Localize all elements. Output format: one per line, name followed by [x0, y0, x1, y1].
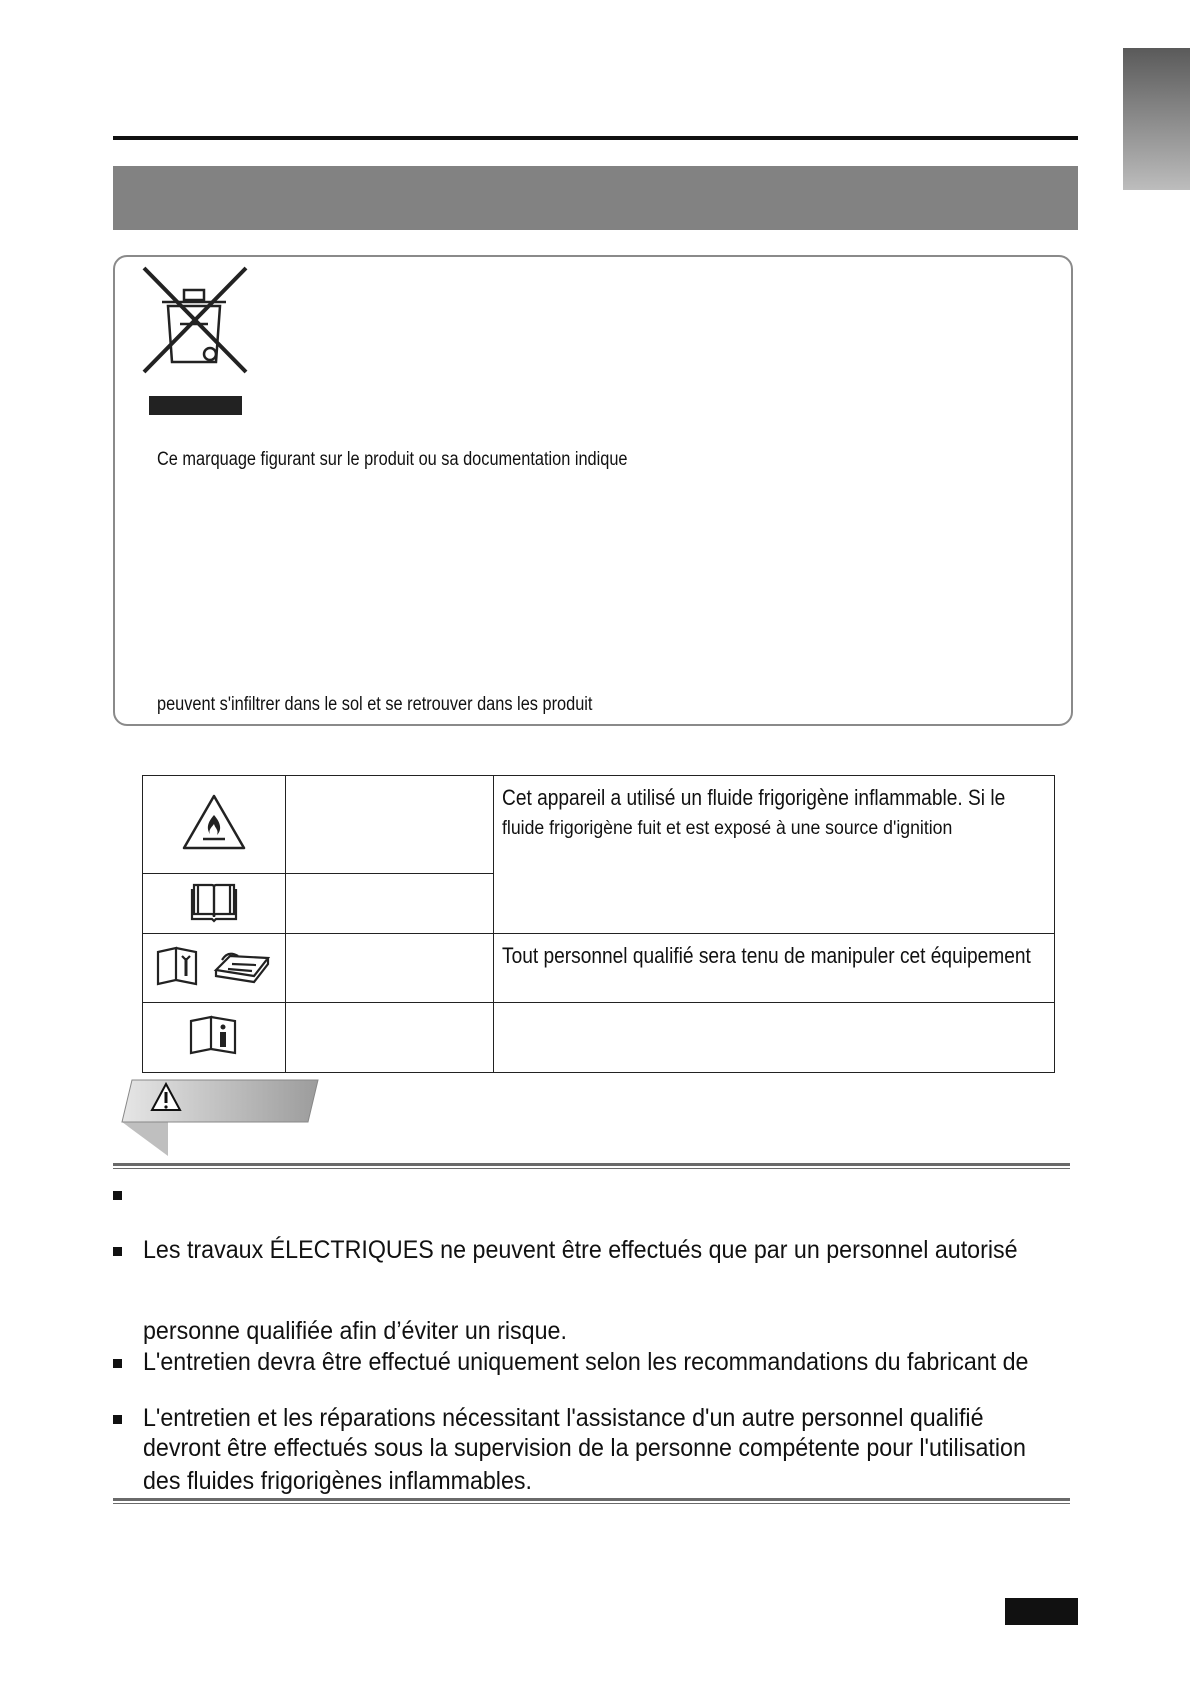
flammable-desc-line1: Cet appareil a utilisé un fluide frigorigène inflammable. Si le [502, 785, 1006, 810]
warning-repair-text-line1: L'entretien et les réparations nécessitant l'assistance d'un autre personnel qualifié [143, 1404, 984, 1432]
information-manual-icon [189, 1015, 239, 1055]
table-row [143, 1003, 1055, 1073]
weee-text-line2: peuvent s'infiltrer dans le sol et se retrouver dans les produit [157, 694, 593, 715]
service-manual-icons [156, 946, 272, 986]
weee-notice-box [113, 255, 1073, 726]
description-cell [494, 776, 1055, 934]
bullet-marker [113, 1359, 122, 1368]
section-title-band [113, 166, 1078, 230]
bullet-marker [113, 1247, 122, 1256]
crossed-bin-icon [138, 264, 254, 376]
name-cell [286, 776, 494, 874]
description-cell [494, 934, 1055, 1003]
warning-electrical-text: Les travaux ÉLECTRIQUES ne peuvent être effectués que par un personnel autorisé [143, 1236, 1018, 1264]
bullet-marker [113, 1415, 122, 1424]
page-number-block [1005, 1598, 1078, 1625]
flammable-desc-line2: fluide frigorigène fuit et est exposé à une source d'ignition [502, 818, 953, 839]
flammable-warning-icon [181, 793, 247, 851]
warning-repair-text-line2: devront être effectués sous la supervision de la personne compétente pour l'utilisation [143, 1434, 1026, 1462]
bullet-marker [113, 1191, 122, 1200]
symbols-table [142, 775, 1055, 1073]
warning-top-rule [113, 1163, 1070, 1169]
description-cell [494, 1003, 1055, 1073]
warning-bottom-rule [113, 1498, 1070, 1504]
warning-qualified-person-text: personne qualifiée afin d’éviter un risque. [143, 1317, 567, 1345]
warning-repair-text-line3: des fluides frigorigènes inflammables. [143, 1467, 532, 1495]
icon-cell [143, 776, 286, 874]
warning-maintenance-text: L'entretien devra être effectué uniquement selon les recommandations du fabricant de [143, 1348, 1029, 1376]
qualified-personnel-desc: Tout personnel qualifié sera tenu de manipuler cet équipement [502, 943, 1031, 968]
weee-black-bar [149, 396, 242, 415]
table-row [143, 776, 1055, 874]
operator-manual-icon [190, 879, 238, 923]
header-rule [113, 136, 1078, 140]
name-cell [286, 934, 494, 1003]
icon-cell [143, 934, 286, 1003]
icon-cell [143, 874, 286, 934]
weee-text-line1: Ce marquage figurant sur le produit ou sa documentation indique [157, 449, 628, 470]
warning-badge [118, 1078, 323, 1158]
name-cell [286, 1003, 494, 1073]
chapter-side-tab [1123, 48, 1190, 190]
table-row [143, 934, 1055, 1003]
icon-cell [143, 1003, 286, 1073]
name-cell [286, 874, 494, 934]
